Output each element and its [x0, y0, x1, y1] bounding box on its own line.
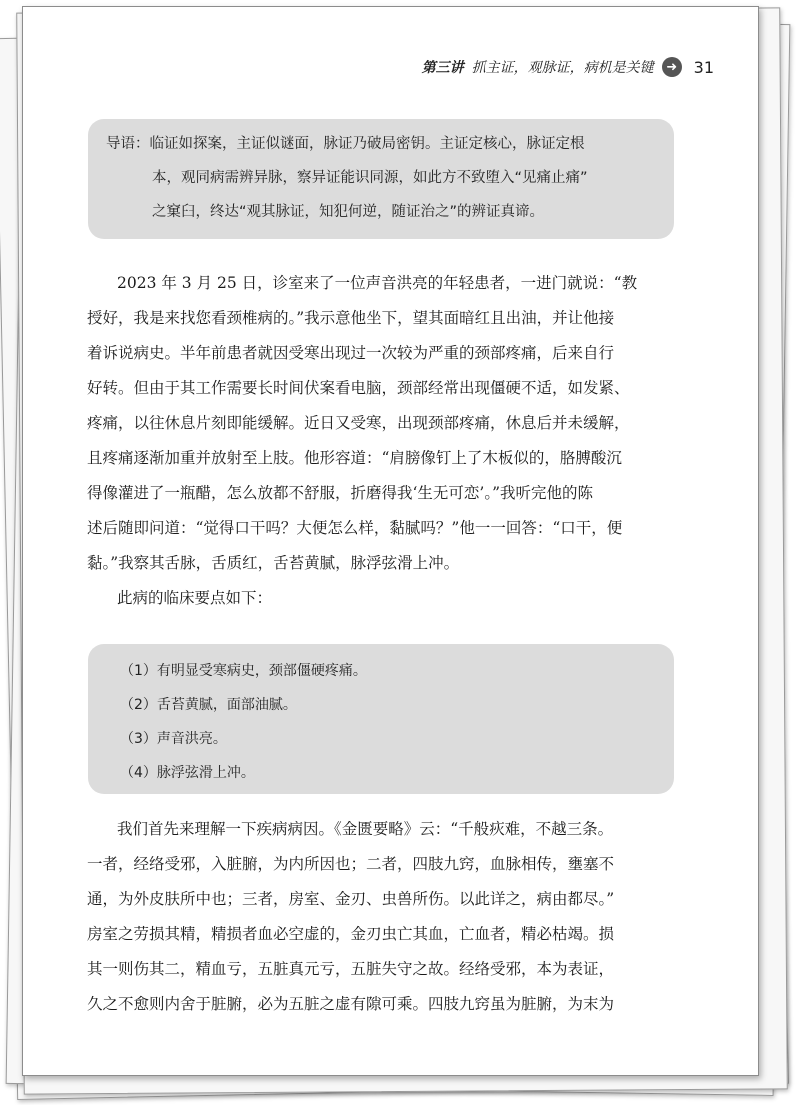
chapter-subtitle: 抓主证，观脉证，病机是关键	[471, 60, 654, 76]
clinical-point: （1）有明显受寒病史，颈部僵硬疼痛。	[120, 663, 367, 679]
paragraph-line: 着诉说病史。半年前患者就因受寒出现过一次较为严重的颈部疼痛，后来自行	[87, 344, 615, 362]
paragraph-line: 黏。”我察其舌脉，舌质红，舌苔黄腻，脉浮弦滑上冲。	[87, 554, 460, 572]
paragraph-line: 且疼痛逐渐加重并放射至上肢。他形容道：“肩膀像钉上了木板似的，胳膊酸沉	[87, 449, 622, 467]
page-number: 31	[693, 57, 714, 77]
running-header	[422, 57, 714, 77]
cause-paragraph	[87, 812, 683, 1022]
book-page	[22, 6, 759, 1076]
clinical-point: （4）脉浮弦滑上冲。	[120, 765, 255, 781]
paragraph-line: 一者，经络受邪，入脏腑，为内所因也；二者，四肢九窍，血脉相传，壅塞不	[87, 855, 615, 873]
clinical-point: （2）舌苔黄腻，面部油腻。	[120, 697, 297, 713]
clinical-points-box	[88, 644, 674, 794]
paragraph-line: 疼痛，以往休息片刻即能缓解。近日又受寒，出现颈部疼痛，休息后并未缓解，	[87, 414, 630, 432]
paragraph-line: 述后随即问道：“觉得口干吗？大便怎么样，黏腻吗？”他一一回答：“口干，便	[87, 519, 623, 537]
chapter-label: 第三讲	[421, 60, 464, 76]
paragraph-line: 好转。但由于其工作需要长时间伏案看电脑，颈部经常出现僵硬不适，如发紧、	[87, 379, 630, 397]
intro-line: 导语：临证如探案，主证似谜面，脉证乃破局密钥。主证定核心，脉证定根	[106, 136, 585, 152]
paragraph-line: 2023 年 3 月 25 日，诊室来了一位声音洪亮的年轻患者，一进门就说：“教	[117, 274, 638, 292]
arrow-right-icon: ➜	[662, 57, 682, 77]
paragraph-line: 其一则伤其二，精血亏，五脏真元亏，五脏失守之故。经络受邪，本为表证，	[87, 960, 615, 978]
intro-line: 之窠臼，终达“观其脉证，知犯何逆，随证治之”的辨证真谛。	[152, 204, 545, 220]
intro-box	[88, 119, 674, 239]
paragraph-line: 得像灌进了一瓶醋，怎么放都不舒服，折磨得我‘生无可恋’。”我听完他的陈	[87, 484, 594, 502]
clinical-point: （3）声音洪亮。	[120, 731, 227, 747]
paragraph-line: 久之不愈则内舍于脏腑，必为五脏之虚有隙可乘。四肢九窍虽为脏腑，为末为	[87, 995, 615, 1013]
case-paragraph	[87, 266, 683, 616]
paragraph-line: 通，为外皮肤所中也；三者，房室、金刃、虫兽所伤。以此详之，病由都尽。”	[87, 890, 615, 908]
paragraph-line: 房室之劳损其精，精损者血必空虚的，金刃虫亡其血，亡血者，精必枯竭。损	[87, 925, 615, 943]
paragraph-line: 我们首先来理解一下疾病病因。《金匮要略》云：“千般疢难，不越三条。	[117, 820, 614, 838]
paragraph-line: 授好，我是来找您看颈椎病的。”我示意他坐下，望其面暗红且出油，并让他接	[87, 309, 615, 327]
intro-line: 本，观同病需辨异脉，察异证能识同源，如此方不致堕入“见痛止痛”	[152, 170, 588, 186]
points-intro: 此病的临床要点如下：	[117, 589, 273, 607]
